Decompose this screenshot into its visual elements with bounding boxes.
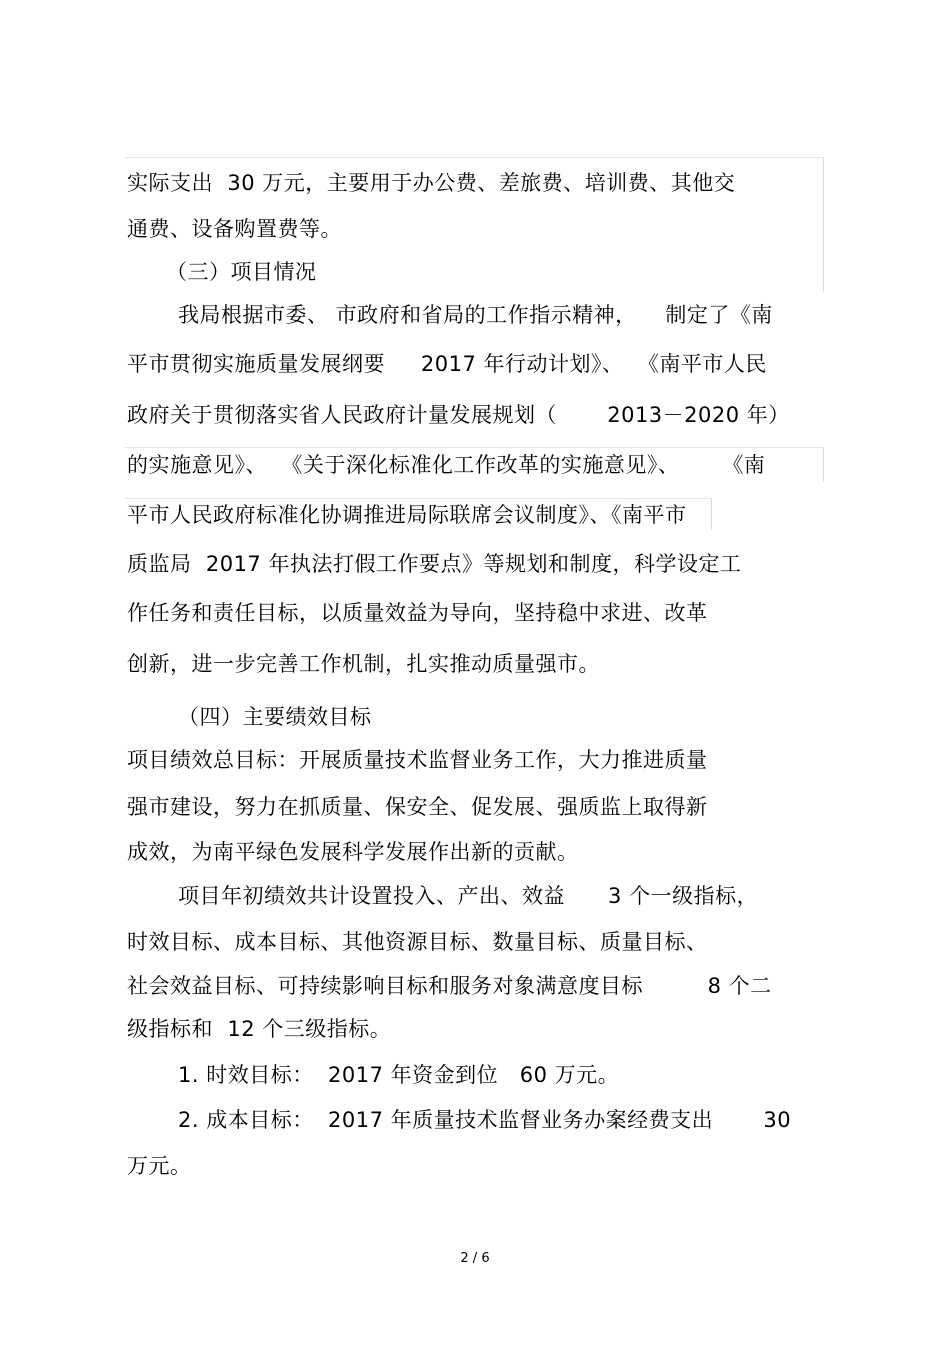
text-line: 通费、设备购置费等。 — [127, 217, 342, 241]
scan-rule-right-mid — [823, 447, 824, 482]
text-line: 1. 时效目标： 2017 年资金到位 60 万元。 — [178, 1063, 620, 1087]
text-line: 我局根据市委、 市政府和省局的工作指示精神， 制定了《南 — [178, 303, 773, 327]
scan-rule-top — [124, 157, 824, 158]
text-line: 2. 成本目标： 2017 年质量技术监督业务办案经费支出 30 — [178, 1108, 792, 1132]
text-line: 万元。 — [127, 1154, 192, 1178]
scan-rule-mid-2 — [124, 498, 712, 499]
scan-rule-mid-right — [711, 498, 712, 530]
text-line: 实际支出 30 万元，主要用于办公费、差旅费、培训费、其他交 — [127, 171, 736, 195]
text-line: 时效目标、成本目标、其他资源目标、数量目标、质量目标、 — [127, 930, 708, 954]
text-line: 创新，进一步完善工作机制，扎实推动质量强市。 — [127, 652, 600, 676]
text-line: 成效，为南平绿色发展科学发展作出新的贡献。 — [127, 840, 579, 864]
page-number: 2 / 6 — [460, 1251, 490, 1266]
text-line: 强市建设，努力在抓质量、保安全、促发展、强质监上取得新 — [127, 795, 708, 819]
text-line: 的实施意见》、 《关于深化标准化工作改革的实施意见》、 《南 — [127, 453, 766, 477]
text-line: 项目绩效总目标：开展质量技术监督业务工作，大力推进质量 — [127, 748, 708, 772]
text-line: 平市人民政府标准化协调推进局际联席会议制度》、《南平市 — [127, 503, 687, 527]
scan-rule-mid-1 — [124, 447, 824, 448]
text-line: 平市贯彻实施质量发展纲要 2017 年行动计划》、 《南平市人民 — [127, 352, 767, 376]
text-line: 社会效益目标、可持续影响目标和服务对象满意度目标 8 个二 — [127, 974, 772, 998]
text-line: 质监局 2017 年执法打假工作要点》等规划和制度，科学设定工 — [127, 552, 742, 576]
section-heading: （三）项目情况 — [166, 260, 317, 284]
section-heading: （四）主要绩效目标 — [178, 705, 372, 729]
text-line: 项目年初绩效共计设置投入、产出、效益 3 个一级指标， — [178, 884, 759, 908]
text-line: 政府关于贯彻落实省人民政府计量发展规划（ 2013－2020 年） — [127, 403, 790, 427]
scan-rule-right-top — [823, 157, 824, 292]
text-line: 级指标和 12 个三级指标。 — [127, 1017, 392, 1041]
text-line: 作任务和责任目标，以质量效益为导向，坚持稳中求进、改革 — [127, 601, 708, 625]
